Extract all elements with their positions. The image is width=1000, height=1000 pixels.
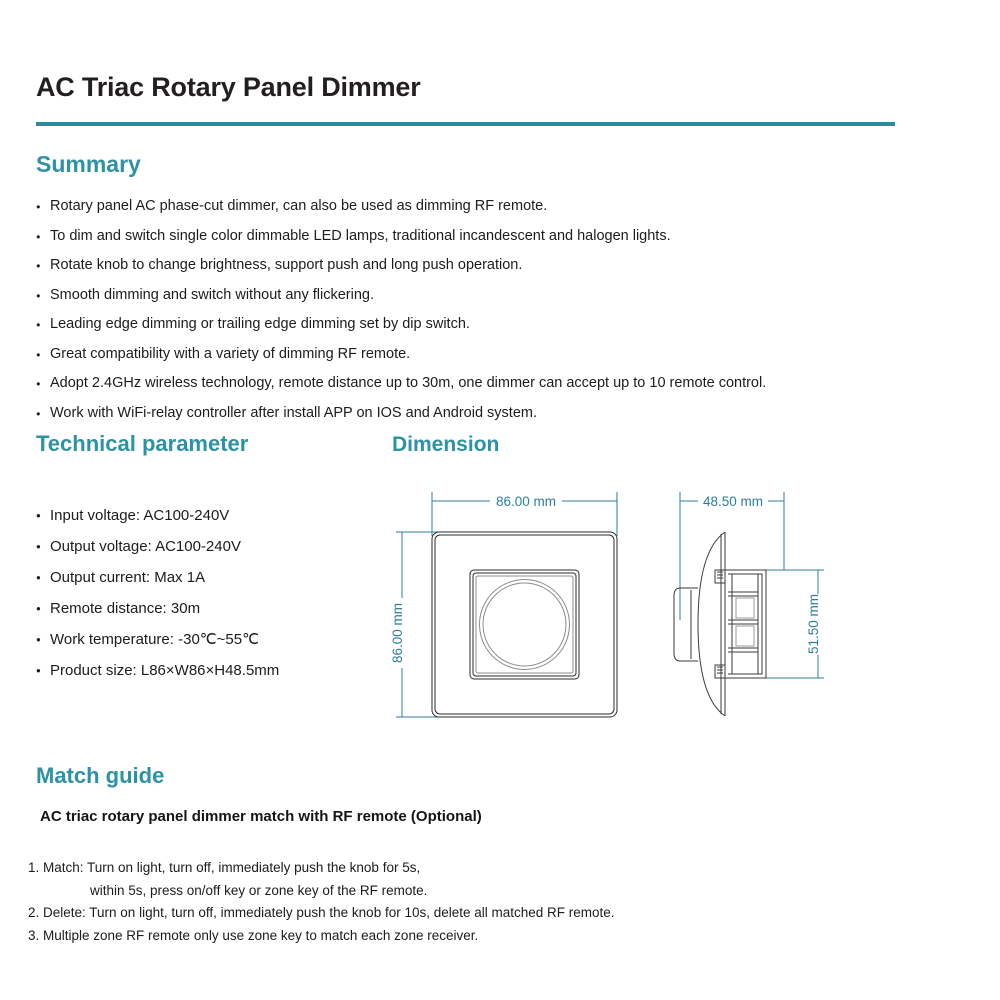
list-item: ● Output voltage: AC100-240V	[36, 531, 279, 562]
list-item: 2. Delete: Turn on light, turn off, immediately push the knob for 10s, delete all matched RF remote.	[28, 905, 615, 920]
list-item: 3. Multiple zone RF remote only use zone key to match each zone receiver.	[28, 927, 479, 943]
technical-parameter-list	[36, 500, 279, 686]
page-title: AC Triac Rotary Panel Dimmer	[36, 72, 421, 102]
list-item: ● To dim and switch single color dimmable LED lamps, traditional incandescent and halogen lights.	[36, 222, 766, 252]
list-item: ● Great compatibility with a variety of dimming RF remote.	[36, 340, 766, 370]
list-item: ● Rotary panel AC phase-cut dimmer, can also be used as dimming RF remote.	[36, 192, 766, 222]
dimension-heading: Dimension	[392, 433, 500, 456]
front-height-dimension-label: 86.00 mm	[390, 602, 405, 664]
summary-bullet-list	[36, 192, 766, 428]
side-height-dimension-label: 51.50 mm	[806, 593, 821, 655]
list-item: ● Adopt 2.4GHz wireless technology, remote distance up to 30m, one dimmer can accept up to 10 remote control.	[36, 369, 766, 399]
title-divider	[36, 122, 895, 126]
list-item-continuation: within 5s, press on/off key or zone key of the RF remote.	[90, 882, 428, 898]
match-guide-subtitle: AC triac rotary panel dimmer match with RF remote (Optional)	[40, 808, 482, 825]
list-item: ● Remote distance: 30m	[36, 593, 279, 624]
list-item: 1. Match: Turn on light, turn off, immediately push the knob for 5s,	[28, 860, 421, 875]
list-item: ● Input voltage: AC100-240V	[36, 500, 279, 531]
list-item: ● Work temperature: -30℃~55℃	[36, 624, 279, 655]
front-width-dimension-label: 86.00 mm	[495, 494, 557, 509]
match-guide-heading: Match guide	[36, 763, 165, 788]
list-item: ● Smooth dimming and switch without any flickering.	[36, 281, 766, 311]
dimension-drawing	[380, 470, 880, 730]
list-item: ● Product size: L86×W86×H48.5mm	[36, 655, 279, 686]
list-item: ● Output current: Max 1A	[36, 562, 279, 593]
list-item: ● Rotate knob to change brightness, support push and long push operation.	[36, 251, 766, 281]
list-item: ● Work with WiFi-relay controller after install APP on IOS and Android system.	[36, 399, 766, 429]
match-guide-steps	[28, 857, 615, 947]
technical-parameter-heading: Technical parameter	[36, 431, 249, 456]
summary-heading: Summary	[36, 151, 141, 177]
list-item: ● Leading edge dimming or trailing edge dimming set by dip switch.	[36, 310, 766, 340]
side-width-dimension-label: 48.50 mm	[702, 494, 764, 509]
